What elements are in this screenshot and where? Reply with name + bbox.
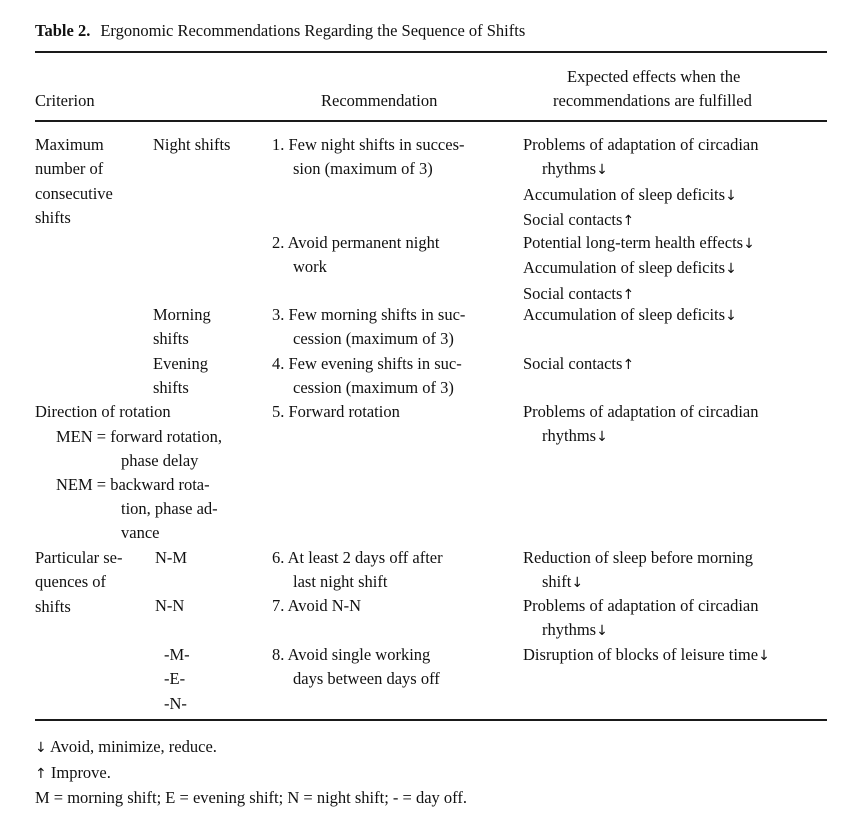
recommendation-2 bbox=[272, 231, 439, 280]
rec-number: 8. bbox=[272, 645, 285, 664]
effect-text: rhythms bbox=[542, 426, 597, 446]
criterion-line: Direction of rotation bbox=[35, 402, 171, 421]
up-arrow-icon: ↑ bbox=[35, 766, 47, 782]
rec-number: 7. bbox=[272, 596, 285, 615]
effects-3 bbox=[523, 303, 737, 328]
nem-definition-cont: tion, phase ad- bbox=[121, 499, 218, 518]
bottom-rule bbox=[35, 719, 827, 721]
effect-text: Potential long-term health effects bbox=[523, 233, 744, 252]
criterion-particular bbox=[35, 546, 123, 619]
sub-n-n: N-N bbox=[155, 596, 185, 615]
effects-8 bbox=[523, 643, 770, 668]
table-title: Ergonomic Recommendations Regarding the Sequence of Shifts bbox=[100, 21, 526, 40]
down-arrow-icon: ↓ bbox=[596, 162, 608, 179]
effect-text: Problems of adaptation of circadian bbox=[523, 596, 759, 615]
effect-text: Problems of adaptation of circadian bbox=[523, 135, 759, 154]
recommendation-1 bbox=[272, 133, 464, 182]
nem-definition-cont: vance bbox=[121, 523, 160, 542]
rec-text: cession (maximum of 3) bbox=[293, 329, 454, 349]
effects-5 bbox=[523, 400, 759, 450]
men-definition-cont: phase delay bbox=[121, 451, 199, 470]
table-label: Table 2. bbox=[35, 21, 91, 40]
rec-text: sion (maximum of 3) bbox=[293, 159, 433, 179]
rec-number: 3. bbox=[272, 305, 285, 324]
sub-n-m: N-M bbox=[155, 548, 188, 567]
criterion-line: quences of bbox=[35, 572, 107, 592]
sub-morning-shifts bbox=[153, 303, 211, 352]
sub-line: -E- bbox=[164, 669, 186, 689]
men-definition: MEN = forward rotation, bbox=[56, 427, 223, 446]
up-arrow-icon: ↑ bbox=[622, 357, 635, 373]
rec-text: cession (maximum of 3) bbox=[293, 378, 454, 398]
effects-6 bbox=[523, 546, 753, 596]
down-arrow-icon: ↓ bbox=[571, 575, 584, 592]
sub-line: Evening bbox=[153, 354, 208, 373]
top-rule bbox=[35, 51, 827, 53]
recommendation-7 bbox=[272, 594, 361, 618]
down-arrow-icon: ↓ bbox=[725, 261, 737, 278]
effect-text: Accumulation of sleep deficits bbox=[523, 305, 726, 324]
effect-text: rhythms bbox=[542, 159, 597, 179]
sub-night-shifts: Night shifts bbox=[153, 135, 231, 154]
rec-text: Forward rotation bbox=[288, 402, 400, 421]
recommendation-4 bbox=[272, 352, 462, 401]
up-arrow-icon: ↑ bbox=[622, 212, 635, 229]
effects-4 bbox=[523, 352, 634, 377]
rec-text: work bbox=[293, 257, 327, 277]
criterion-max-consecutive bbox=[35, 133, 113, 230]
sub-single-days bbox=[164, 643, 190, 716]
recommendation-6 bbox=[272, 546, 443, 595]
effect-text: Reduction of sleep before morning bbox=[523, 548, 754, 567]
rec-text: Avoid single working bbox=[287, 645, 431, 664]
sub-evening-shifts bbox=[153, 352, 208, 401]
rec-text: days between days off bbox=[293, 669, 440, 689]
down-arrow-icon: ↓ bbox=[596, 429, 608, 446]
effect-text: Social contacts bbox=[523, 354, 623, 373]
rec-number: 4. bbox=[272, 354, 285, 373]
criterion-line: Particular se- bbox=[35, 548, 123, 567]
recommendation-8 bbox=[272, 643, 440, 692]
rec-text: Avoid N-N bbox=[287, 596, 362, 615]
sub-line: -M- bbox=[164, 645, 190, 664]
rec-text: Avoid permanent night bbox=[287, 233, 440, 252]
header-criterion: Criterion bbox=[35, 91, 95, 110]
criterion-line: number of bbox=[35, 159, 104, 179]
effect-text: Accumulation of sleep deficits bbox=[523, 184, 726, 204]
nem-definition: NEM = backward rota- bbox=[56, 475, 210, 494]
effect-text: Disruption of blocks of leisure time bbox=[523, 645, 759, 664]
down-arrow-icon: ↓ bbox=[758, 648, 770, 664]
footnote-text: Avoid, minimize, reduce. bbox=[49, 737, 217, 756]
rec-number: 2. bbox=[272, 233, 285, 252]
criterion-direction bbox=[35, 400, 171, 424]
sub-line: -N- bbox=[164, 693, 187, 713]
effect-text: Social contacts bbox=[523, 283, 623, 303]
footnote-text: Improve. bbox=[50, 763, 111, 782]
effect-text: Problems of adaptation of circadian bbox=[523, 402, 759, 421]
effects-1 bbox=[523, 133, 759, 233]
rec-text: Few evening shifts in suc- bbox=[288, 354, 462, 373]
down-arrow-icon: ↓ bbox=[725, 308, 737, 324]
recommendation-5 bbox=[272, 400, 400, 424]
header-effects-line1: Expected effects when the bbox=[567, 67, 741, 86]
header-rule bbox=[35, 120, 827, 122]
effect-text: Accumulation of sleep deficits bbox=[523, 258, 726, 278]
table-caption bbox=[35, 20, 525, 42]
footnote-legend: M = morning shift; E = evening shift; N = night shift; - = day off. bbox=[35, 788, 467, 807]
effects-2 bbox=[523, 231, 755, 307]
up-arrow-icon: ↑ bbox=[622, 286, 635, 303]
header-recommendation: Recommendation bbox=[321, 91, 438, 110]
criterion-line: shifts bbox=[35, 596, 71, 616]
down-arrow-icon: ↓ bbox=[743, 236, 755, 252]
recommendation-3 bbox=[272, 303, 465, 352]
sub-line: shifts bbox=[153, 329, 189, 349]
effect-text: Social contacts bbox=[523, 209, 623, 229]
effects-7 bbox=[523, 594, 759, 644]
footnote-down bbox=[35, 734, 217, 762]
rec-text: Few morning shifts in suc- bbox=[288, 305, 466, 324]
footnote-up bbox=[35, 760, 111, 788]
criterion-line: shifts bbox=[35, 207, 71, 227]
rec-number: 5. bbox=[272, 402, 285, 421]
down-arrow-icon: ↓ bbox=[35, 740, 47, 756]
effect-text: rhythms bbox=[542, 620, 597, 640]
rec-number: 1. bbox=[272, 135, 285, 154]
rec-text: At least 2 days off after bbox=[287, 548, 443, 567]
rec-text: last night shift bbox=[293, 572, 388, 592]
rec-number: 6. bbox=[272, 548, 285, 567]
criterion-line: Maximum bbox=[35, 135, 104, 154]
down-arrow-icon: ↓ bbox=[725, 187, 737, 204]
down-arrow-icon: ↓ bbox=[596, 623, 608, 640]
header-effects-line2: recommendations are fulfilled bbox=[553, 91, 752, 110]
effect-text: shift bbox=[542, 572, 572, 592]
sub-line: shifts bbox=[153, 378, 189, 398]
criterion-line: consecutive bbox=[35, 183, 113, 203]
rec-text: Few night shifts in succes- bbox=[288, 135, 465, 154]
sub-line: Morning bbox=[153, 305, 211, 324]
